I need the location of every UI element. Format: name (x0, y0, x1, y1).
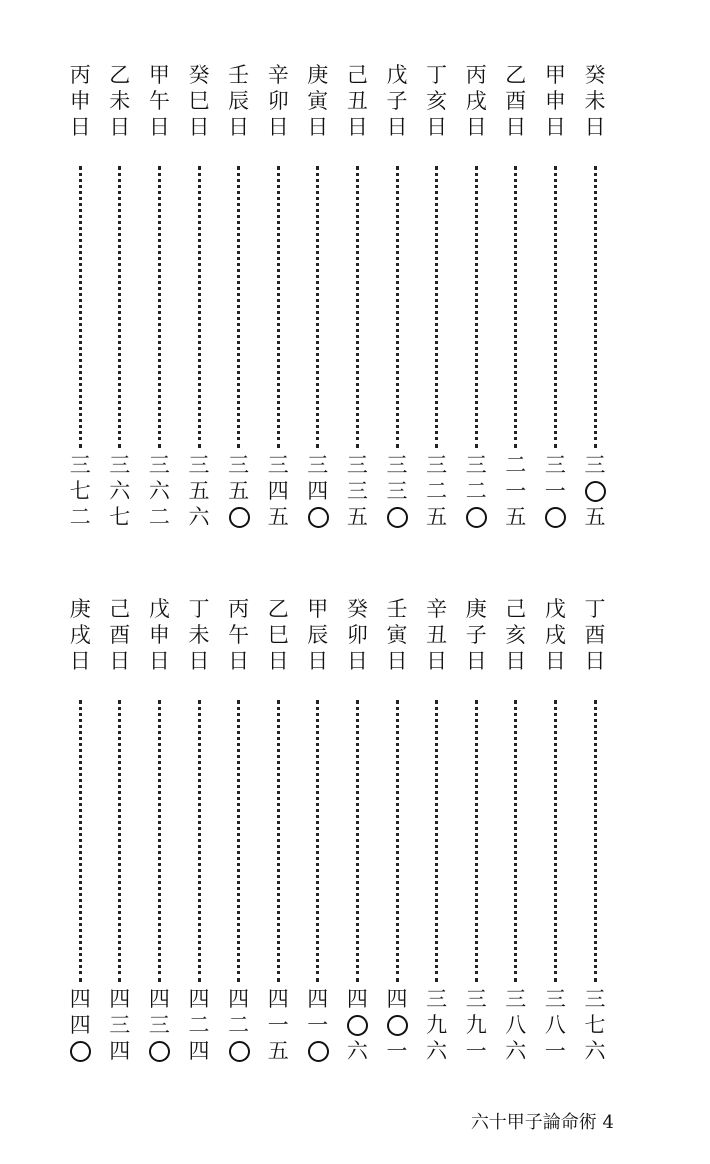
dot-leader (594, 700, 597, 982)
entry-page-number: 三 二 (461, 452, 491, 530)
dot-leader (316, 166, 319, 448)
toc-entry[interactable] (105, 596, 135, 1064)
entry-page-number: 三 六 七 (109, 453, 131, 529)
entry-page-number: 四 一 (303, 986, 333, 1064)
entry-page-number: 三 三 (382, 452, 412, 530)
entry-page-number: 四 六 (342, 986, 372, 1064)
page-footer: 六十甲子論命術 4 (470, 1112, 614, 1133)
dot-leader (158, 166, 161, 448)
dot-leader (277, 166, 280, 448)
dot-leader (118, 700, 121, 982)
toc-entry[interactable] (422, 596, 452, 1064)
dot-leader (79, 700, 82, 982)
entry-page-number: 三 四 (303, 452, 333, 530)
toc-upper-section (0, 62, 710, 530)
entry-page-number: 三 四 五 (267, 453, 289, 529)
toc-entry[interactable] (65, 596, 95, 1064)
entry-page-number: 四 三 (144, 986, 174, 1064)
toc-entry[interactable] (303, 62, 333, 530)
dot-leader (475, 166, 478, 448)
entry-title: 己 亥 日 (505, 597, 527, 673)
entry-title: 丁 酉 日 (584, 597, 606, 673)
dot-leader (396, 700, 399, 982)
toc-entry[interactable] (105, 62, 135, 530)
entry-page-number: 三 一 (540, 452, 570, 530)
dot-leader (237, 700, 240, 982)
toc-entry[interactable] (342, 596, 372, 1064)
entry-title: 庚 寅 日 (307, 63, 329, 139)
entry-page-number: 三 九 六 (426, 987, 448, 1063)
entry-title: 戊 戌 日 (544, 597, 566, 673)
dot-leader (79, 166, 82, 448)
toc-entry[interactable] (303, 596, 333, 1064)
dot-leader (554, 700, 557, 982)
entry-title: 庚 子 日 (465, 597, 487, 673)
toc-entry[interactable] (263, 596, 293, 1064)
toc-entry[interactable] (144, 62, 174, 530)
entry-title: 壬 寅 日 (386, 597, 408, 673)
dot-leader (158, 700, 161, 982)
dot-leader (118, 166, 121, 448)
entry-page-number: 三 七 二 (69, 453, 91, 529)
dot-leader (316, 700, 319, 982)
toc-entry[interactable] (461, 596, 491, 1064)
dot-leader (356, 700, 359, 982)
entry-page-number: 三 九 一 (465, 987, 487, 1063)
toc-entry[interactable] (540, 62, 570, 530)
toc-entry[interactable] (65, 62, 95, 530)
toc-entry[interactable] (501, 62, 531, 530)
entry-title: 戊 申 日 (148, 597, 170, 673)
entry-page-number: 四 三 四 (109, 987, 131, 1063)
entry-title: 己 酉 日 (109, 597, 131, 673)
entry-title: 甲 辰 日 (307, 597, 329, 673)
entry-page-number: 四 二 (224, 986, 254, 1064)
dot-leader (198, 700, 201, 982)
entry-title: 庚 戌 日 (69, 597, 91, 673)
entry-title: 乙 巳 日 (267, 597, 289, 673)
dot-leader (475, 700, 478, 982)
dot-leader (237, 166, 240, 448)
entry-page-number: 三 八 一 (544, 987, 566, 1063)
toc-lower-section (0, 596, 710, 1064)
dot-leader (356, 166, 359, 448)
toc-entry[interactable] (342, 62, 372, 530)
dot-leader (435, 166, 438, 448)
entry-page-number: 三 三 五 (346, 453, 368, 529)
entry-title: 癸 卯 日 (346, 597, 368, 673)
toc-entry[interactable] (144, 596, 174, 1064)
entry-title: 甲 申 日 (544, 63, 566, 139)
entry-title: 丙 申 日 (69, 63, 91, 139)
toc-entry[interactable] (580, 62, 610, 530)
toc-entry[interactable] (422, 62, 452, 530)
dot-leader (554, 166, 557, 448)
entry-page-number: 三 八 六 (505, 987, 527, 1063)
entry-title: 乙 酉 日 (505, 63, 527, 139)
entry-page-number: 三 五 六 (188, 453, 210, 529)
entry-title: 癸 巳 日 (188, 63, 210, 139)
entry-title: 己 丑 日 (346, 63, 368, 139)
dot-leader (435, 700, 438, 982)
entry-title: 乙 未 日 (109, 63, 131, 139)
entry-title: 甲 午 日 (148, 63, 170, 139)
entry-page-number: 三 七 六 (584, 987, 606, 1063)
entry-page-number: 四 一 五 (267, 987, 289, 1063)
toc-entry[interactable] (501, 596, 531, 1064)
entry-page-number: 三 五 (224, 452, 254, 530)
entry-title: 丁 未 日 (188, 597, 210, 673)
entry-title: 丁 亥 日 (426, 63, 448, 139)
toc-entry[interactable] (461, 62, 491, 530)
entry-page-number: 四 二 四 (188, 987, 210, 1063)
entry-title: 戊 子 日 (386, 63, 408, 139)
entry-page-number: 四 四 (65, 986, 95, 1064)
dot-leader (514, 700, 517, 982)
entry-title: 壬 辰 日 (228, 63, 250, 139)
toc-entry[interactable] (580, 596, 610, 1064)
dot-leader (198, 166, 201, 448)
toc-entry[interactable] (184, 596, 214, 1064)
entry-title: 辛 丑 日 (426, 597, 448, 673)
entry-page-number: 三 六 二 (148, 453, 170, 529)
toc-entry[interactable] (224, 62, 254, 530)
toc-entry[interactable] (263, 62, 293, 530)
toc-entry[interactable] (184, 62, 214, 530)
entry-title: 癸 未 日 (584, 63, 606, 139)
dot-leader (594, 166, 597, 448)
entry-page-number: 二 一 五 (505, 453, 527, 529)
toc-entry[interactable] (540, 596, 570, 1064)
entry-title: 丙 戌 日 (465, 63, 487, 139)
dot-leader (277, 700, 280, 982)
toc-entry[interactable] (382, 62, 412, 530)
dot-leader (514, 166, 517, 448)
toc-entry[interactable] (224, 596, 254, 1064)
toc-entry[interactable] (382, 596, 412, 1064)
entry-page-number: 四 一 (382, 986, 412, 1064)
dot-leader (396, 166, 399, 448)
entry-title: 辛 卯 日 (267, 63, 289, 139)
entry-page-number: 三 二 五 (426, 453, 448, 529)
entry-page-number: 三 五 (580, 452, 610, 530)
entry-title: 丙 午 日 (228, 597, 250, 673)
